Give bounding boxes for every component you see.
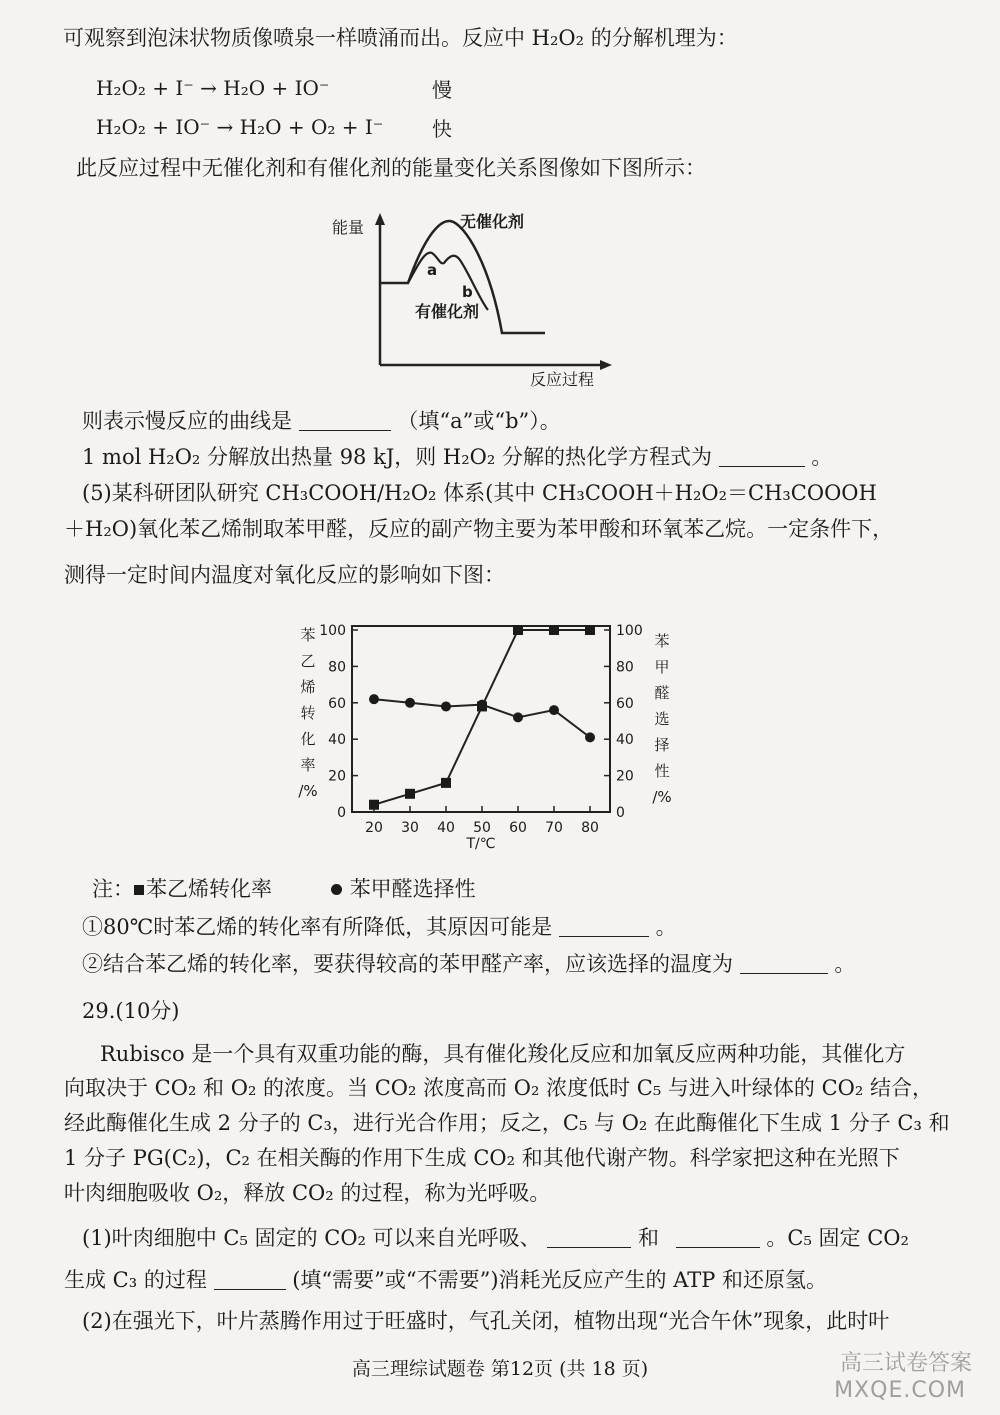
right-tick-label: 0 <box>616 805 625 821</box>
page-footer: 高三理综试题卷 第12页 (共 18 页) <box>351 1358 649 1380</box>
label-with-catalyst: 有催化剂 <box>415 302 480 321</box>
part5-line2: ＋H₂O)氧化苯乙烯制取苯甲醛，反应的副产物主要为苯甲酸和环氧苯乙烷。一定条件下， <box>64 517 894 541</box>
answer-blank-s1-1[interactable] <box>547 1227 631 1248</box>
left-tick-label: 40 <box>328 732 346 749</box>
energy-y-arrow <box>375 213 385 225</box>
label-a: a <box>427 261 438 279</box>
right-axis-label-char: 苯 <box>654 632 670 650</box>
rubisco-line2: 向取决于 CO₂ 和 O₂ 的浓度。当 CO₂ 浓度高而 O₂ 浓度低时 C₅ 与进入叶绿体的 CO₂ 结合， <box>64 1076 933 1100</box>
question-29-title: 29.(10分) <box>82 999 180 1023</box>
answer-blank-slow[interactable] <box>299 410 391 431</box>
circle-marker-icon <box>331 884 342 895</box>
energy-diagram <box>330 205 630 405</box>
question-2-text: ②结合苯乙烯的转化率，要获得较高的苯甲醛产率，应该选择的温度为 <box>82 952 733 976</box>
subquestion-1 <box>82 1224 909 1252</box>
left-axis-label-char: /% <box>298 782 318 800</box>
square-point <box>441 778 451 788</box>
equation-fast: H₂O₂ + IO⁻ → H₂O + O₂ + I⁻ <box>96 115 384 139</box>
label-b: b <box>462 283 473 301</box>
left-axis-label-char: 烯 <box>300 678 316 696</box>
subquestion-2: (2)在强光下，叶片蒸腾作用过于旺盛时，气孔关闭，植物出现“光合午休”现象，此时叶 <box>82 1309 890 1333</box>
subquestion-1-tail: 。C₅ 固定 CO₂ <box>766 1226 909 1250</box>
left-tick-label: 100 <box>319 623 346 639</box>
circle-point <box>549 705 559 715</box>
question-slow-text: 则表示慢反应的曲线是 <box>82 409 292 433</box>
left-tick-label: 20 <box>328 768 346 785</box>
square-point <box>405 789 415 799</box>
x-tick-label: 50 <box>473 820 491 836</box>
note-prefix: 注： <box>92 877 134 901</box>
x-tick-label: 70 <box>545 820 563 836</box>
rubisco-line1: Rubisco 是一个具有双重功能的酶，具有催化羧化反应和加氧反应两种功能，其催化方 <box>100 1042 906 1066</box>
right-tick-label: 80 <box>616 659 634 676</box>
square-point <box>549 625 559 635</box>
x-axis-label: T/℃ <box>466 836 496 852</box>
left-axis-label-char: 转 <box>300 704 316 722</box>
answer-blank-q1[interactable] <box>559 916 649 937</box>
right-tick-label: 20 <box>616 768 634 785</box>
x-tick-label: 60 <box>509 820 527 836</box>
subquestion-1-cont <box>64 1266 827 1294</box>
watermark-url: MXQE.COM <box>834 1378 966 1403</box>
answer-blank-s1-3[interactable] <box>214 1269 286 1290</box>
x-tick-label: 80 <box>581 820 599 836</box>
right-tick-label: 40 <box>616 732 634 749</box>
circle-point <box>513 712 523 722</box>
left-axis-label-char: 苯 <box>300 626 316 644</box>
question-1-end: 。 <box>655 915 677 939</box>
chart-frame <box>352 626 610 812</box>
right-axis-label-char: 性 <box>654 762 670 780</box>
square-point <box>513 625 523 635</box>
question-1-text: ①80℃时苯乙烯的转化率有所降低，其原因可能是 <box>82 915 553 939</box>
energy-xlabel: 反应过程 <box>530 370 595 389</box>
question-2-end: 。 <box>834 952 856 976</box>
question-heat-end: 。 <box>811 445 833 469</box>
right-tick-label: 60 <box>616 695 634 712</box>
left-axis-label-char: 化 <box>300 730 316 748</box>
answer-blank-heat[interactable] <box>719 446 805 467</box>
square-marker-icon <box>134 885 144 895</box>
label-no-catalyst: 无催化剂 <box>460 212 525 231</box>
legend-square-label: 苯乙烯转化率 <box>146 877 272 901</box>
right-tick-label: 100 <box>616 623 643 639</box>
left-axis-label-char: 率 <box>300 756 316 774</box>
equation-fast-speed: 快 <box>432 117 452 141</box>
circle-point <box>369 694 379 704</box>
energy-x-arrow <box>600 360 612 370</box>
rubisco-line4: 1 分子 PG(C₂)，C₂ 在相关酶的作用下生成 CO₂ 和其他代谢产物。科学家把这种在光照下 <box>64 1146 900 1170</box>
left-axis-label-char: 乙 <box>300 652 316 670</box>
right-axis-label-char: 醛 <box>654 684 670 702</box>
subquestion-1-and: 和 <box>638 1226 660 1250</box>
subquestion-1-cont-tail: (填“需要”或“不需要”)消耗光反应产生的 ATP 和还原氢。 <box>292 1268 828 1292</box>
right-axis-label-char: /% <box>652 788 672 806</box>
left-tick-label: 80 <box>328 659 346 676</box>
rubisco-line5: 叶肉细胞吸收 O₂，释放 CO₂ 的过程，称为光呼吸。 <box>64 1181 551 1205</box>
legend-circle-label: 苯甲醛选择性 <box>349 877 476 901</box>
square-point <box>369 800 379 810</box>
circle-point <box>441 701 451 711</box>
subquestion-1-cont-text: 生成 C₃ 的过程 <box>64 1268 207 1292</box>
question-slow-hint: （填“a”或“b”）。 <box>397 409 561 433</box>
circle-point <box>477 700 487 710</box>
part5-line1: (5)某科研团队研究 CH₃COOH/H₂O₂ 体系(其中 CH₃COOH＋H₂O₂＝CH₃COOOH <box>82 481 877 505</box>
question-slow-curve <box>82 407 561 435</box>
diagram-intro: 此反应过程中无催化剂和有催化剂的能量变化关系图像如下图所示： <box>76 156 706 180</box>
answer-blank-q2[interactable] <box>740 953 828 974</box>
temperature-chart <box>290 612 730 852</box>
x-tick-label: 30 <box>401 820 419 836</box>
series-line <box>374 630 590 805</box>
right-axis-label-char: 甲 <box>654 658 670 676</box>
left-tick-label: 60 <box>328 695 346 712</box>
subquestion-1-text: (1)叶肉细胞中 C₅ 固定的 CO₂ 可以来自光呼吸、 <box>82 1226 541 1250</box>
part5-line3: 测得一定时间内温度对氧化反应的影响如下图： <box>64 563 505 587</box>
left-tick-label: 0 <box>337 805 346 821</box>
right-axis-label-char: 择 <box>654 736 670 754</box>
watermark-text: 高三试卷答案 <box>839 1351 972 1376</box>
energy-ylabel: 能量 <box>332 218 365 237</box>
equation-slow-speed: 慢 <box>432 78 452 102</box>
question-heat-text: 1 mol H₂O₂ 分解放出热量 98 kJ，则 H₂O₂ 分解的热化学方程式为 <box>82 445 712 469</box>
question-2 <box>82 950 855 978</box>
question-heat <box>82 443 832 471</box>
equation-slow: H₂O₂ + I⁻ → H₂O + IO⁻ <box>96 76 330 100</box>
x-tick-label: 20 <box>365 820 383 836</box>
answer-blank-s1-2[interactable] <box>676 1227 760 1248</box>
chart-note <box>92 875 476 903</box>
circle-point <box>405 698 415 708</box>
right-axis-label-char: 选 <box>654 710 670 728</box>
question-1 <box>82 913 677 941</box>
intro-line: 可观察到泡沫状物质像喷泉一样喷涌而出。反应中 H₂O₂ 的分解机理为： <box>63 26 738 50</box>
square-point <box>585 625 595 635</box>
x-tick-label: 40 <box>437 820 455 836</box>
rubisco-line3: 经此酶催化生成 2 分子的 C₃，进行光合作用；反之，C₅ 与 O₂ 在此酶催化下生成 1 分子 C₃ 和 <box>64 1111 950 1135</box>
circle-point <box>585 732 595 742</box>
